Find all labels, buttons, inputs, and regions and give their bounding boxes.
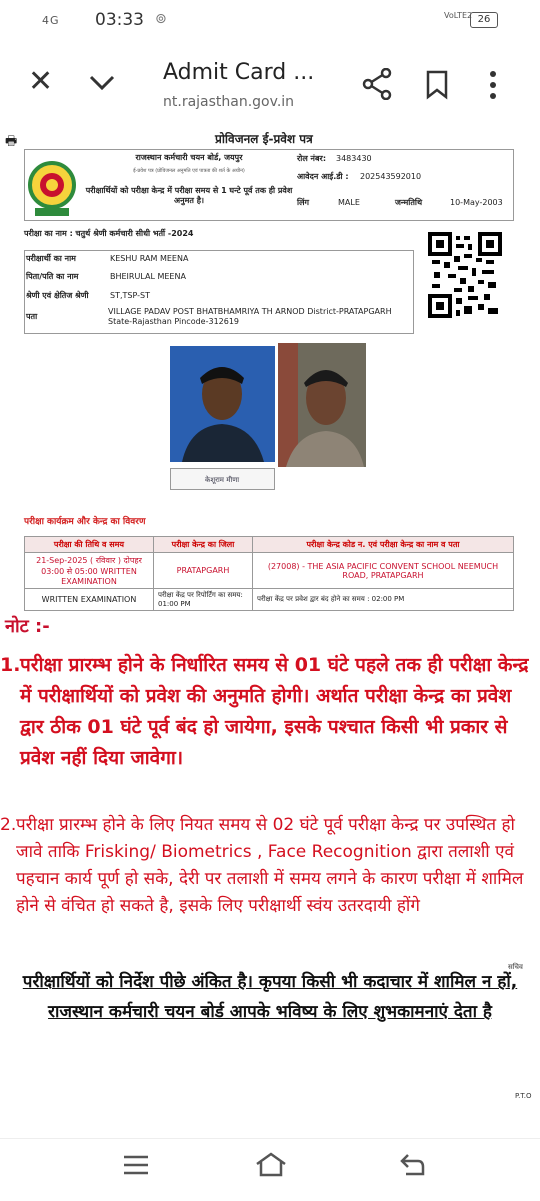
- printer-icon[interactable]: 🖶: [5, 134, 18, 149]
- roll-value: 3483430: [336, 154, 372, 163]
- father-name-label: पिता/पति का नाम: [26, 272, 79, 281]
- board-name: राजस्थान कर्मचारी चयन बोर्ड, जयपुर: [135, 153, 243, 162]
- system-nav-bar: [0, 1138, 540, 1201]
- application-value: 202543592010: [360, 172, 422, 181]
- page-title: Admit Card ...: [163, 60, 315, 85]
- document-title: प्रोविजनल ई-प्रवेश पत्र: [215, 132, 313, 146]
- col-district-header: परीक्षा केन्द्र का जिला: [154, 537, 253, 553]
- col-date-header: परीक्षा की तिथि व समय: [25, 537, 154, 553]
- candidate-name-label: परीक्षार्थी का नाम: [26, 254, 76, 263]
- note-heading: नोट :-: [5, 616, 50, 637]
- entry-note: परीक्षार्थियों को परीक्षा केन्द्र में परीक्षा समय से 1 घन्टे पूर्व तक ही प्रवेश अनुमत है।: [85, 186, 293, 205]
- live-photo: [278, 343, 366, 467]
- menu-icon[interactable]: [122, 1151, 150, 1184]
- exam-date: 21-Sep-2025 ( रविवार ) दोपहर 03:00 से 05:00 WRITTEN EXAMINATION: [25, 553, 154, 589]
- rssb-logo: [27, 160, 77, 218]
- schedule-heading: परीक्षा कार्यक्रम और केन्द्र का विवरण: [24, 517, 146, 527]
- pto-label: P.T.O: [515, 1092, 532, 1100]
- instructions-line-2: राजस्थान कर्मचारी चयन बोर्ड आपके भविष्य के लिए शुभकामनाएं देता है: [48, 1002, 492, 1022]
- dob-value: 10-May-2003: [450, 198, 503, 207]
- qr-code: [428, 232, 502, 318]
- board-subtitle: ई-प्रवेश पत्र (प्रोविजनल अनुमति एवं पात्रता की शर्त के अधीन): [133, 168, 245, 174]
- signal-indicator: 4G: [42, 14, 60, 27]
- note-1: [0, 650, 530, 774]
- note-2-number: 2.: [0, 815, 17, 835]
- application-label: आवेदन आई.डी :: [297, 172, 349, 181]
- gender-value: MALE: [338, 198, 360, 207]
- note-2-text: परीक्षा प्रारम्भ होने के लिए नियत समय से 02 घंटे पूर्व परीक्षा केन्द्र पर उपस्थित हो जावे ताकि Frisking/ Biometrics , Face Recognition द्वारा तलाशी एवं पहचान कार्य पूर्ण हो सके, देरी पर तलाशी में समय लगने के कारण परीक्षा में शामिल होने से वंचित हो सकते है, इसके लिए परीक्षार्थी स्वंय उतरदायी होंगे: [16, 815, 524, 916]
- share-icon[interactable]: [362, 68, 392, 108]
- roll-label: रोल नंबर:: [297, 154, 327, 163]
- close-icon[interactable]: ✕: [28, 64, 54, 99]
- back-icon[interactable]: [398, 1151, 426, 1184]
- category-value: ST,TSP-ST: [110, 291, 150, 300]
- candidate-name-value: KESHU RAM MEENA: [110, 254, 189, 263]
- gender-label: लिंग: [297, 198, 309, 207]
- father-name-value: BHEIRULAL MEENA: [110, 272, 186, 281]
- candidate-photo: [170, 346, 275, 462]
- browser-toolbar: [0, 40, 540, 120]
- page-url[interactable]: nt.rajasthan.gov.in: [163, 94, 295, 110]
- bookmark-icon[interactable]: [425, 70, 449, 108]
- note-1-number: 1.: [0, 654, 21, 676]
- exam-name: परीक्षा का नाम : चतुर्थ श्रेणी कर्मचारी सीधी भर्ती -2024: [24, 229, 194, 238]
- exam-centre: (27008) - THE ASIA PACIFIC CONVENT SCHOOL NEEMUCH ROAD, PRATAPGARH: [253, 553, 514, 589]
- chevron-down-icon[interactable]: [88, 66, 116, 101]
- more-vert-icon[interactable]: [488, 70, 498, 108]
- status-time: 03:33: [95, 10, 144, 30]
- status-bar: [0, 0, 540, 40]
- secretary-label: सचिव: [508, 963, 523, 971]
- dob-label: जन्मतिथि: [395, 198, 423, 207]
- signature-box: [170, 468, 275, 490]
- volte-indicator: VoLTE2: [444, 11, 473, 20]
- instructions-line-1: परीक्षार्थियों को निर्देश पीछे अंकित है। कृपया किसी भी कदाचार में शामिल न हों,: [22, 972, 518, 992]
- instructions: [0, 970, 540, 1024]
- signature: केशूराम मीणा: [205, 476, 240, 484]
- reporting-time: परीक्षा केंद्र पर रिपोर्टिंग का समय: 01:00 PM: [154, 589, 253, 611]
- battery-indicator: 26: [470, 12, 498, 28]
- home-icon[interactable]: [254, 1151, 288, 1184]
- exam-district: PRATAPGARH: [154, 553, 253, 589]
- address-label: पता: [26, 312, 38, 321]
- exam-type: WRITTEN EXAMINATION: [25, 589, 154, 611]
- category-label: श्रेणी एवं क्षेतिज श्रेणी: [26, 291, 89, 300]
- sync-icon: ⊚: [155, 11, 167, 27]
- address-value: VILLAGE PADAV POST BHATBHAMRIYA TH ARNOD District-PRATAPGARH State-Rajasthan Pincode-312619: [108, 307, 392, 326]
- note-1-text: परीक्षा प्रारम्भ होने के निर्धारित समय से 01 घंटे पहले तक ही परीक्षा केन्द्र में परीक्षार्थियों को प्रवेश की अनुमति होगी। अर्थात परीक्षा केन्द्र का प्रवेश द्वार ठीक 01 घंटे पूर्व बंद हो जायेगा, इसके पश्चात किसी भी प्रकार से प्रवेश नहीं दिया जावेगा।: [20, 654, 529, 769]
- col-centre-header: परीक्षा केन्द्र कोड न. एवं परीक्षा केन्द्र का नाम व पता: [253, 537, 514, 553]
- note-2: [0, 812, 530, 920]
- gate-close-time: परीक्षा केंद्र पर प्रवेश द्वार बंद होने का समय : 02:00 PM: [253, 589, 514, 611]
- schedule-table: [24, 536, 514, 611]
